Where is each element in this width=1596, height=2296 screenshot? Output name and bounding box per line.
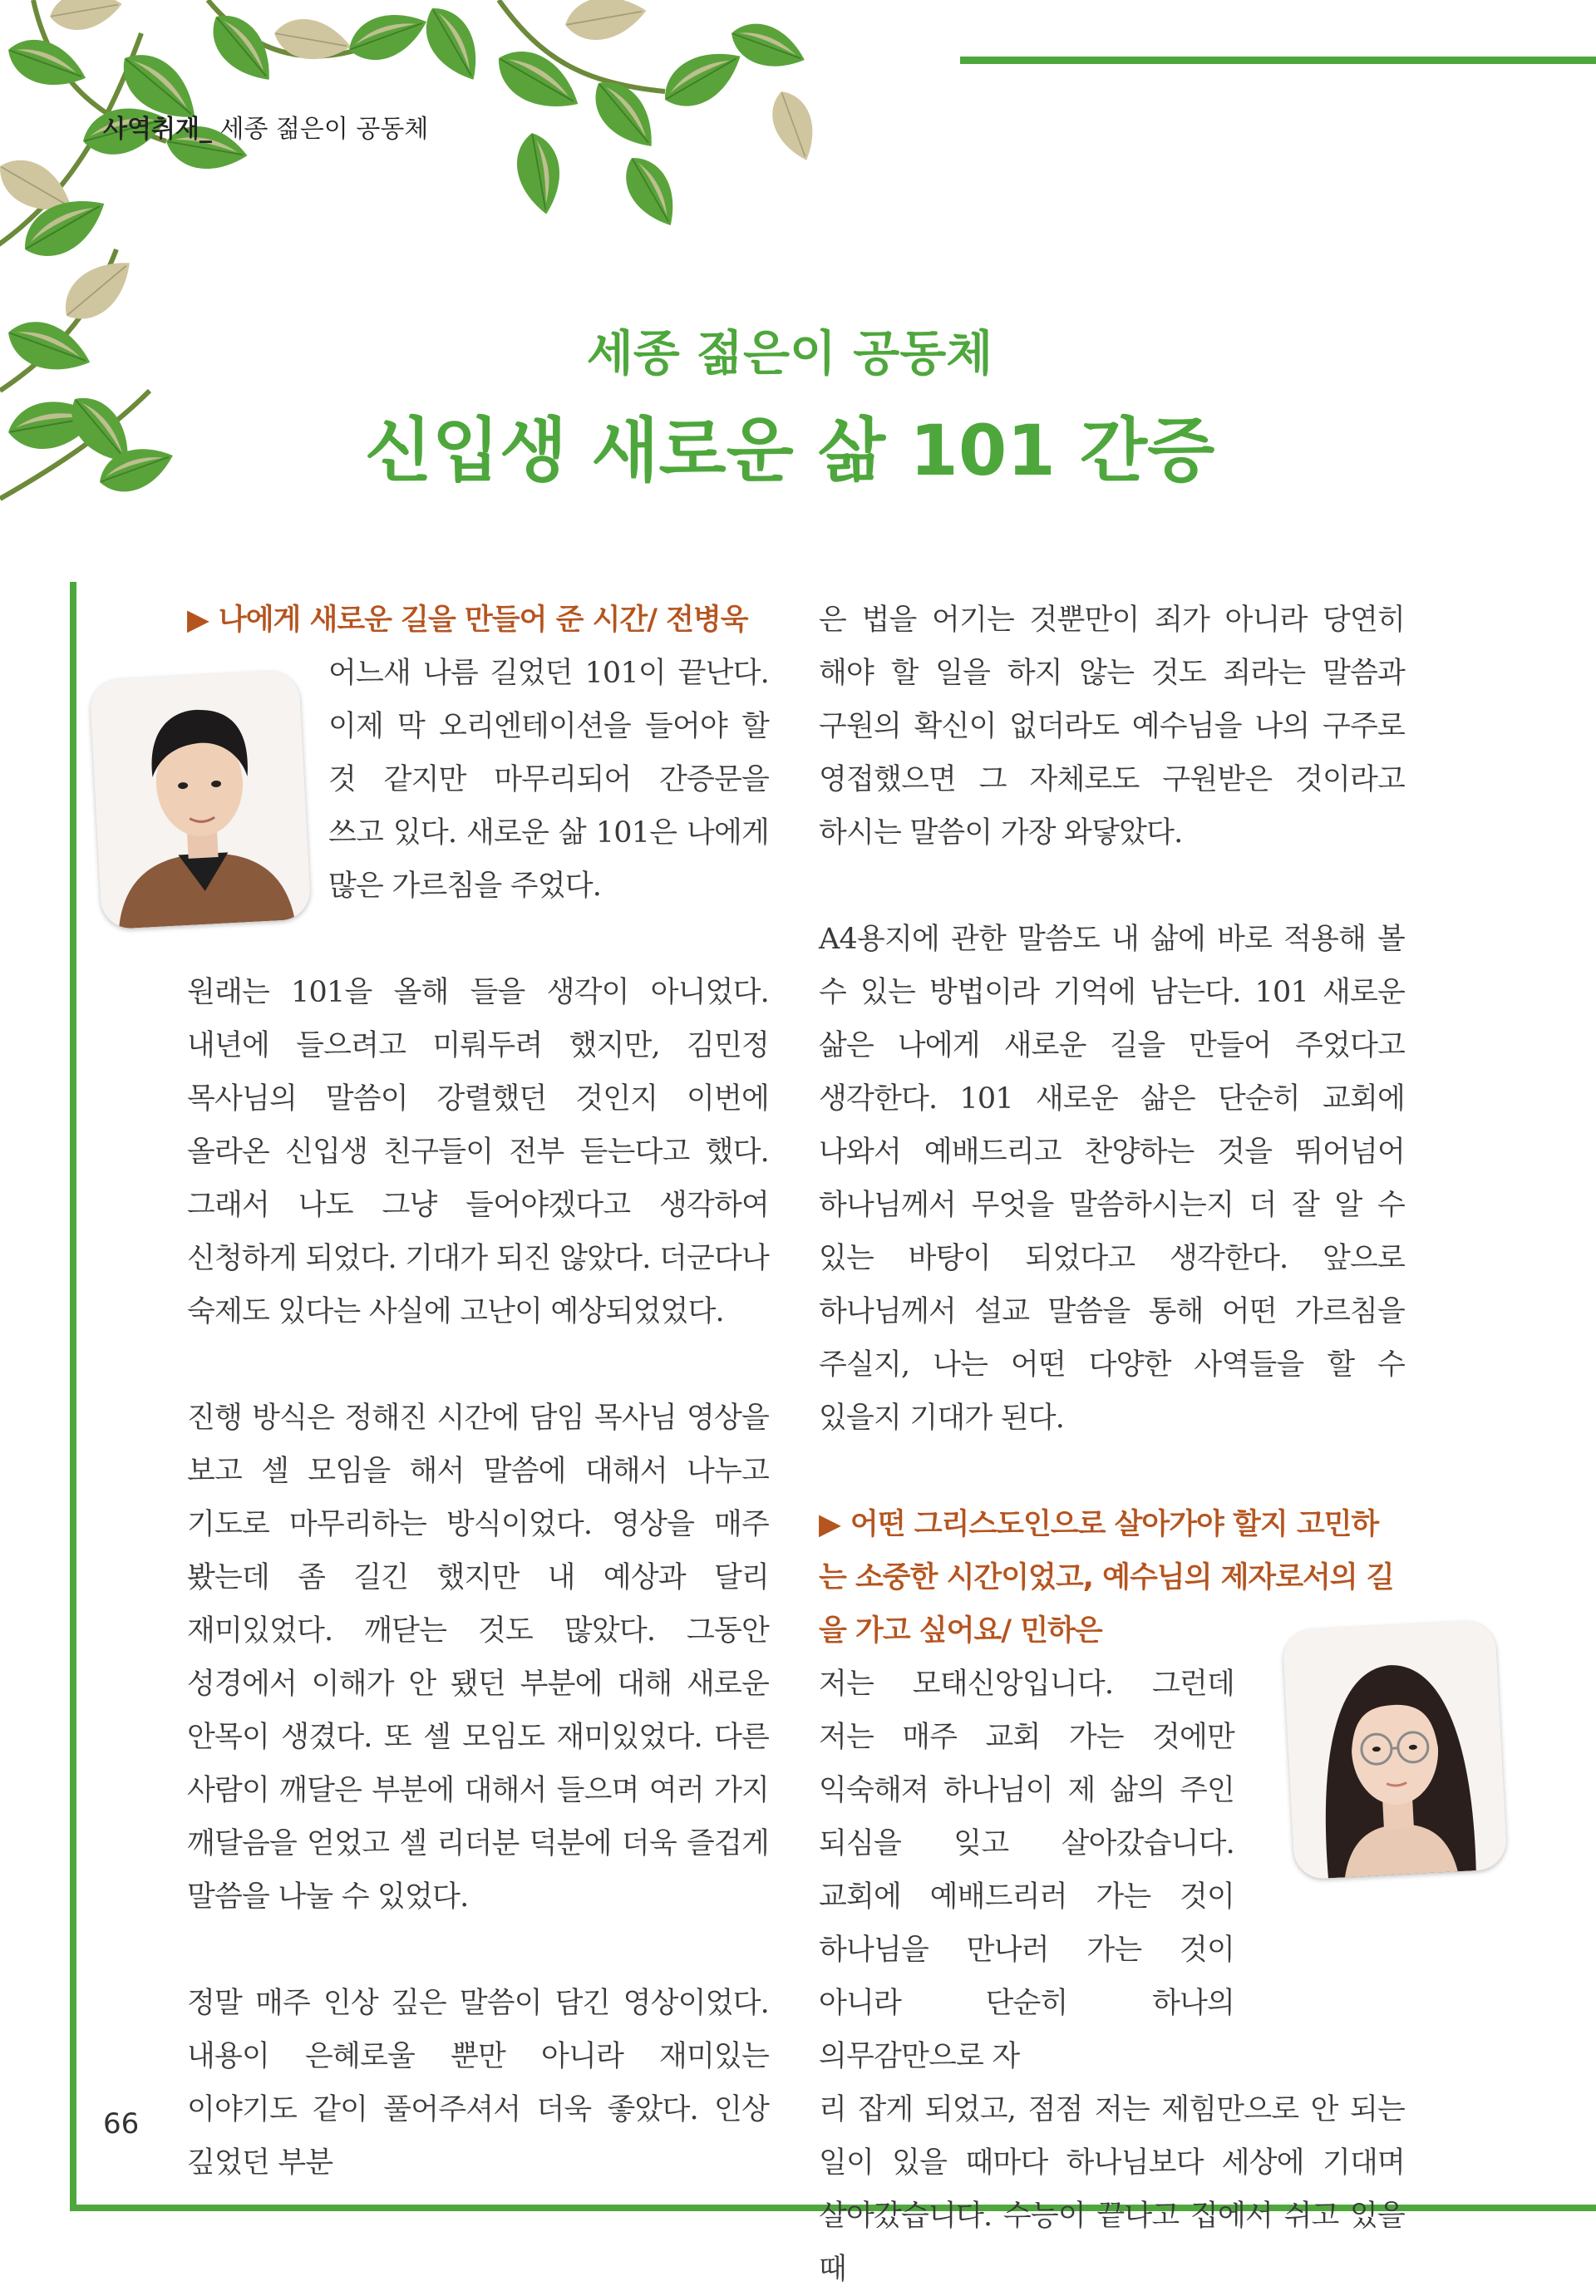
- paragraph-gap: [819, 860, 1405, 913]
- article2-heading-text: 어떤 그리스도인으로 살아가야 할지 고민하는 소중한 시간이었고, 예수님의 제자로서의 길을 가고 싶어요/ 민하은: [819, 1508, 1394, 1648]
- paragraph-gap: [187, 1924, 769, 1977]
- top-green-rule: [960, 57, 1596, 64]
- article-left-column: [187, 594, 769, 2190]
- article-right-column: [819, 594, 1405, 2296]
- article1-heading: [187, 594, 769, 647]
- triangle-arrow-icon: ▶: [819, 1508, 840, 1541]
- title-line-2: 신입생 새로운 삶 101 간증: [364, 410, 1215, 491]
- paragraph-gap: [819, 1445, 1405, 1498]
- title-line-1: 세종 젊은이 공동체: [586, 325, 993, 382]
- article1-heading-text: 나에게 새로운 길을 만들어 준 시간/ 전병욱: [218, 604, 748, 637]
- article2-heading: [819, 1498, 1405, 1658]
- page-number: 66: [103, 2107, 140, 2141]
- article2-paragraph-2: 리 잡게 되었고, 점점 저는 제힘만으로 안 되는 일이 있을 때마다 하나님보다 세상에 기대며 살아갔습니다. 수능이 끝나고 집에서 쉬고 있을 때: [819, 2093, 1405, 2286]
- section-label-bold: 사역취재_: [103, 115, 212, 144]
- article1-paragraph-6: A4용지에 관한 말씀도 내 삶에 바로 적용해 볼 수 있는 방법이라 기억에 남는다. 101 새로운 삶은 나에게 새로운 길을 만들어 주었다고 생각한다. 101 새로운 삶은 단순히 교회에 나와서 예배드리고 찬양하는 것을 뛰어넘어 하나님께서 무엇을 말씀하시는지 더 잘 알 수 있는 바탕이 되었다고 생각한다. 앞으로 하나님께서 설교 말씀을 통해 어떤 가르침을 주실지, 나는 어떤 다양한 사역들을 할 수 있을지 기대가 된다.: [819, 923, 1405, 1435]
- article2-paragraph-1: 저는 모태신앙입니다. 그런데 저는 매주 교회 가는 것에만 익숙해져 하나님이 제 삶의 주인 되심을 잊고 살아갔습니다. 교회에 예배드리러 가는 것이 하나님을 만나러 가는 것이 아니라 단순히 하나의 의무감만으로 자: [819, 1668, 1234, 2073]
- section-label: [103, 108, 428, 145]
- article1-paragraph-1: 어느새 나름 길었던 101이 끝난다. 이제 막 오리엔테이션을 들어야 할 것 같지만 마무리되어 간증문을 쓰고 있다. 새로운 삶 101은 나에게 많은 가르침을 주었다.: [328, 657, 769, 903]
- article1-paragraph-3: 진행 방식은 정해진 시간에 담임 목사님 영상을 보고 셀 모임을 해서 말씀에 대해서 나누고 기도로 마무리하는 방식이었다. 영상을 매주 봤는데 좀 길긴 했지만 내 예상과 달리 재미있었다. 깨닫는 것도 많았다. 그동안 성경에서 이해가 안 됐던 부분에 대해 새로운 안목이 생겼다. 또 셀 모임도 재미있었다. 다른 사람이 깨달은 부분에 대해서 들으며 여러 가지 깨달음을 얻었고 셀 리더분 덕분에 더욱 즐겁게 말씀을 나눌 수 있었다.: [187, 1402, 769, 1914]
- article1-paragraph-4: 정말 매주 인상 깊은 말씀이 담긴 영상이었다. 내용이 은혜로울 뿐만 아니라 재미있는 이야기도 같이 풀어주셔서 더욱 좋았다. 인상 깊었던 부분: [187, 1987, 769, 2180]
- paragraph-gap: [187, 1338, 769, 1392]
- article1-paragraph-2: 원래는 101을 올해 들을 생각이 아니었다. 내년에 들으려고 미뤄두려 했지만, 김민정 목사님의 말씀이 강렬했던 것인지 이번에 올라온 신입생 친구들이 전부 듣는다고 했다. 그래서 나도 그냥 들어야겠다고 생각하여 신청하게 되었다. 기대가 되진 않았다. 더군다나 숙제도 있다는 사실에 고난이 예상되었었다.: [187, 976, 769, 1328]
- left-green-rule: [70, 582, 76, 2211]
- article1-paragraph-5: 은 법을 어기는 것뿐만이 죄가 아니라 당연히 해야 할 일을 하지 않는 것도 죄라는 말씀과 구원의 확신이 없더라도 예수님을 나의 구주로 영접했으면 그 자체로도 구원받은 것이라고 하시는 말씀이 가장 와닿았다.: [819, 604, 1405, 850]
- triangle-arrow-icon: ▶: [187, 604, 209, 637]
- paragraph-gap: [187, 913, 769, 966]
- section-label-sub: 세종 젊은이 공동체: [211, 115, 429, 144]
